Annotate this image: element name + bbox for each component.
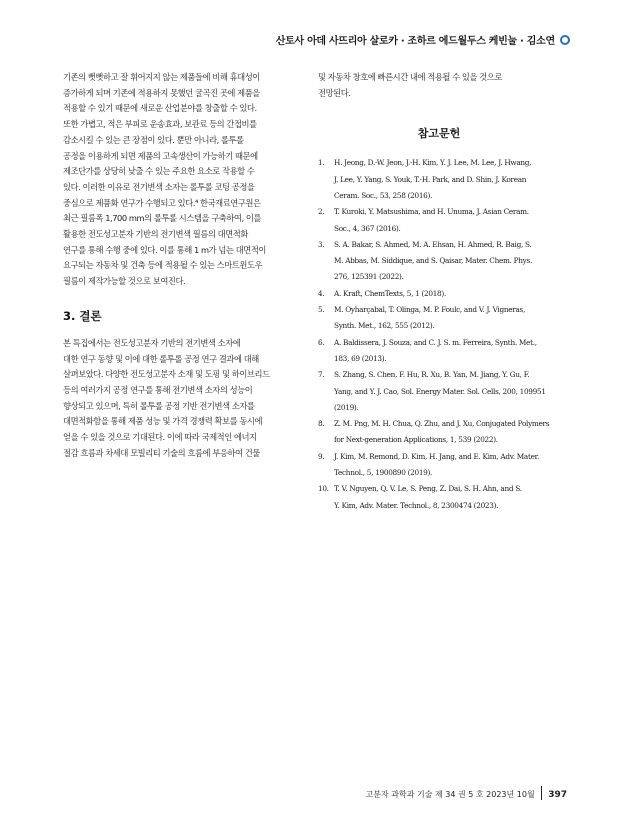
- reference-item: [318, 155, 560, 204]
- text-line: 및 자동차 창호에 빠른시간 내에 적용될 수 있을 것으로: [318, 72, 502, 82]
- reference-text: Z. M. Png, M. H. Chua, Q. Zhu, and J. Xu, Conjugated Polymers: [334, 419, 550, 429]
- reference-number: 4.: [318, 288, 325, 298]
- reference-text: T. Kuroki, Y. Matsushima, and H. Unuma, J. Asian Ceram.: [334, 207, 529, 217]
- body-paragraph: [63, 70, 299, 290]
- circle-icon: [560, 35, 570, 45]
- left-column: [63, 70, 299, 461]
- page-footer: [366, 786, 567, 800]
- journal-info: 고분자 과학과 기술 제 34 권 5 호 2023년 10월: [365, 790, 535, 799]
- text-line: 또한 가볍고, 적은 부피로 운송효과, 보관료 등의 간접비를: [63, 119, 257, 130]
- page-number: 397: [548, 790, 567, 800]
- references-list: [318, 155, 560, 514]
- reference-number: 3.: [318, 239, 325, 249]
- right-column: [318, 70, 560, 514]
- references-title: 참고문헌: [417, 127, 461, 141]
- divider: [541, 786, 543, 800]
- text-line: 필름이 제작가능할 것으로 보여진다.: [63, 276, 186, 287]
- text-line: 향상되고 있으며, 특히 롤투롤 공정 기반 전기변색 소자를: [63, 400, 255, 411]
- body-paragraph-continued: [318, 70, 560, 101]
- reference-text: J. Lee, Y. Yang, S. Youk, T.-H. Park, and D. Shin, J. Korean: [334, 174, 527, 184]
- reference-item: [318, 416, 560, 449]
- reference-number: 10.: [318, 484, 329, 494]
- reference-text: S. A. Bakar, S. Ahmed, M. A. Ehsan, H. Ahmed, R. Baig, S.: [334, 239, 532, 249]
- reference-item: [318, 286, 560, 302]
- reference-number: 2.: [318, 207, 325, 217]
- text-line: 절감 흐름과 차세대 모빌리티 기술의 흐름에 부응하여 건물: [63, 447, 260, 458]
- text-line: 기존의 뻣뻣하고 잘 휘어지지 않는 제품들에 비해 휴대성이: [63, 72, 260, 82]
- reference-number: 7.: [318, 370, 325, 380]
- reference-item: [318, 367, 560, 416]
- reference-number: 1.: [318, 158, 325, 168]
- reference-item: [318, 449, 560, 482]
- text-line: 있다. 이러한 이유로 전기변색 소자는 롤투롤 코팅 공정을: [63, 181, 255, 192]
- text-line: 중심으로 제품화 연구가 수행되고 있다.⁴ 한국재료연구원은: [63, 197, 261, 208]
- reference-text: A. Kraft, ChemTexts, 5, 1 (2018).: [334, 288, 446, 298]
- reference-text: Y. Kim, Adv. Mater. Technol., 8, 2300474 (2023).: [334, 500, 499, 510]
- text-line: 등의 여러가지 공정 연구를 통해 전기변색 소자의 성능이: [63, 384, 253, 395]
- reference-text: (2019).: [334, 402, 359, 412]
- reference-text: Technol., 5, 1900890 (2019).: [334, 468, 433, 478]
- reference-text: Synth. Met., 162, 555 (2012).: [334, 321, 435, 331]
- text-line: 활용한 전도성고분자 기반의 전기변색 필름의 대면적화: [63, 229, 248, 240]
- reference-text: Yang, and Y. J. Cao, Sol. Energy Mater. Sol. Cells, 200, 109951: [334, 386, 546, 396]
- text-line: 공정을 이용하게 되면 제품의 고속생산이 가능하기 때문에: [63, 150, 258, 161]
- text-line: 대한 연구 동향 및 이에 대한 롤투롤 공정 연구 결과에 대해: [63, 353, 259, 364]
- text-line: 최근 필름폭 1,700 mm의 롤투롤 시스템을 구축하여, 이를: [63, 213, 261, 224]
- text-line: 증가하게 되며 기존에 적용하지 못했던 굴곡진 곳에 제품을: [63, 87, 260, 98]
- reference-text: H. Jeong, D.-W. Jeon, J.-H. Kim, Y. J. Lee, M. Lee, J. Hwang,: [334, 158, 532, 168]
- reference-text: J. Kim, M. Remond, D. Kim, H. Jang, and E. Kim, Adv. Mater.: [334, 451, 540, 461]
- text-line: 살펴보았다. 다양한 전도성고분자 소재 및 도핑 및 하이브리드: [63, 369, 270, 380]
- text-line: 제조단가를 상당히 낮출 수 있는 주요한 요소로 작용할 수: [63, 166, 255, 177]
- reference-item: [318, 204, 560, 237]
- conclusion-paragraph: [63, 336, 299, 462]
- text-line: 적용할 수 있기 때문에 새로운 산업분야를 창출할 수 있다.: [63, 103, 257, 114]
- reference-number: 5.: [318, 305, 325, 315]
- reference-text: A. Baldissera, J. Souza, and C. J. S. m. Ferreira, Synth. Met.,: [334, 337, 537, 347]
- section-title: 3. 결론: [63, 308, 102, 323]
- reference-text: Soc., 4, 367 (2016).: [334, 223, 401, 233]
- reference-item: [318, 237, 560, 286]
- reference-text: for Next-generation Applications, 1, 539 (2022).: [334, 435, 498, 445]
- text-line: 연구를 통해 수행 중에 있다. 이를 통해 1 m가 넘는 대면적이: [63, 244, 266, 255]
- text-line: 본 특집에서는 전도성고분자 기반의 전기변색 소자에: [63, 337, 241, 348]
- reference-text: 276, 125391 (2022).: [334, 272, 404, 282]
- reference-text: S. Zhang, S. Chen, F. Hu, R. Xu, B. Yan, M. Jiang, Y. Gu, F.: [334, 370, 530, 380]
- text-line: 전망된다.: [318, 87, 351, 98]
- text-line: 요구되는 자동차 및 건축 등에 적용될 수 있는 스마트윈도우: [63, 260, 263, 271]
- reference-item: [318, 481, 560, 514]
- reference-number: 6.: [318, 337, 325, 347]
- reference-text: M. Oyharçabal, T. Olinga, M. P. Foulc, and V. J. Vigneras,: [334, 305, 525, 315]
- reference-text: 183, 69 (2013).: [334, 353, 387, 363]
- reference-text: Ceram. Soc., 53, 258 (2016).: [334, 191, 433, 200]
- reference-number: 8.: [318, 419, 325, 429]
- text-line: 대면적화함을 통해 제품 성능 및 가격 경쟁력 확보를 동시에: [63, 416, 263, 427]
- reference-item: [318, 302, 560, 335]
- header-authors: 산토사 아데 사뜨리아 살로카 · 조하르 에드월두스 케빈눌 · 김소연: [275, 36, 555, 47]
- text-line: 얻을 수 있을 것으로 기대된다. 이에 따라 국제적인 에너지: [63, 432, 257, 443]
- reference-number: 9.: [318, 451, 325, 461]
- reference-text: M. Abbas, M. Siddique, and S. Qaisar, Mater. Chem. Phys.: [334, 256, 532, 266]
- reference-item: [318, 335, 560, 368]
- text-line: 감소시킬 수 있는 큰 장점이 있다. 뿐만 아니라, 롤투롤: [63, 134, 244, 145]
- running-header: [276, 32, 570, 47]
- reference-text: T. V. Nguyen, Q. V. Le, S. Peng, Z. Dai, S. H. Ahn, and S.: [334, 484, 522, 494]
